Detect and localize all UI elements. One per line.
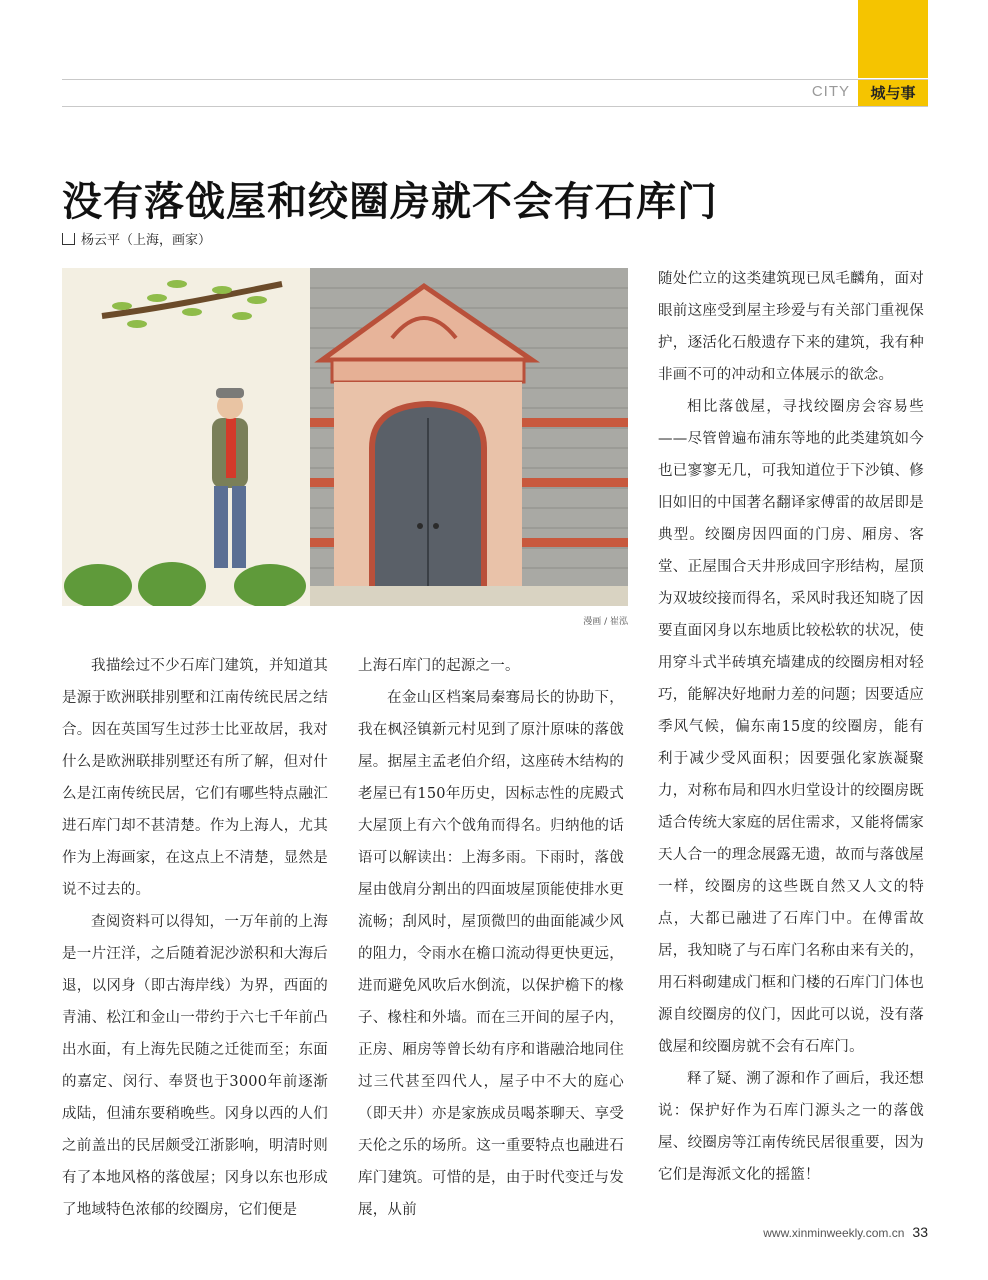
pen-icon xyxy=(62,233,75,245)
section-label-en: CITY xyxy=(811,83,850,100)
paragraph: 随处伫立的这类建筑现已凤毛麟角，面对眼前这座受到屋主珍爱与有关部门重视保护，逐活化石般遗存下来的建筑，我有种非画不可的冲动和立体展示的欲念。 xyxy=(658,271,924,383)
page-footer xyxy=(740,1224,928,1240)
corner-color-tab xyxy=(858,0,928,78)
paragraph: 上海石库门的起源之一。 xyxy=(358,658,520,674)
paragraph: 我描绘过不少石库门建筑，并知道其是源于欧洲联排别墅和江南传统民居之结合。因在英国写生过莎士比亚故居，我对什么是欧洲联排别墅还有所了解，但对什么是江南传统民居，它们有哪些特点融汇进石库门却不甚清楚。作为上海人，尤其作为上海画家，在这点上不清楚，显然是说不过去的。 xyxy=(62,658,328,898)
website-url[interactable]: www.xinminweekly.com.cn xyxy=(763,1226,905,1240)
article-title: 没有落戗屋和绞圈房就不会有石库门 xyxy=(62,179,718,225)
watercolor-gate-illustration xyxy=(62,268,628,606)
text-column-1 xyxy=(62,650,328,1226)
text-column-2 xyxy=(358,650,624,1226)
paragraph: 相比落戗屋，寻找绞圈房会容易些——尽管曾遍布浦东等地的此类建筑如今也已寥寥无几，可我知道位于下沙镇、修旧如旧的中国著名翻译家傅雷的故居即是典型。绞圈房因四面的门房、厢房、客堂、正屋围合天井形成回字形结构，屋顶为双坡绞接而得名，采风时我还知晓了因要直面冈身以东地质比较松软的状况，使用穿斗式半砖填充墙建成的绞圈房相对轻巧，能解决好地耐力差的问题；因要适应季风气候，偏东南15度的绞圈房，能有利于减少受风面积；因要强化家族凝聚力，对称布局和四水归堂设计的绞圈房既适合传统大家庭的居住需求，又能将儒家天人合一的理念展露无遗，故而与落戗屋一样，绞圈房的这些既自然又人文的特点，大都已融进了石库门中。在傅雷故居，我知晓了与石库门名称由来有关的，用石料砌建成门框和门楼的石库门门体也源自绞圈房的仪门，因此可以说，没有落戗屋和绞圈房就不会有石库门。 xyxy=(658,399,924,1055)
paragraph: 在金山区档案局秦骞局长的协助下，我在枫泾镇新元村见到了原汁原味的落戗屋。据屋主孟老伯介绍，这座砖木结构的老屋已有150年历史，因标志性的庑殿式大屋顶上有六个戗角而得名。归纳他的话语可以解读出：上海多雨。下雨时，落戗屋由戗肩分割出的四面坡屋顶能使排水更流畅；刮风时，屋顶微凹的曲面能减少风的阻力，令雨水在檐口流动得更快更远，进而避免风吹后水倒流，以保护檐下的椽子、椽柱和外墙。而在三开间的屋子内，正房、厢房等曾长幼有序和谐融洽地同住过三代甚至四代人，屋子中不大的庭心（即天井）亦是家族成员喝茶聊天、享受天伦之乐的场所。这一重要特点也融进石库门建筑。可惜的是，由于时代变迁与发展，从前 xyxy=(358,690,624,1218)
author-byline xyxy=(62,229,211,248)
text-column-3 xyxy=(658,263,924,1191)
paragraph: 查阅资料可以得知，一万年前的上海是一片汪洋，之后随着泥沙淤积和大海后退，以冈身（即古海岸线）为界，西面的青浦、松江和金山一带约于六七千年前凸出水面，有上海先民随之迁徙而至；东面的嘉定、闵行、奉贤也于3000年前逐渐成陆，但浦东要稍晚些。冈身以西的人们之前盖出的民居颇受江浙影响，明清时则有了本地风格的落戗屋；冈身以东也形成了地域特色浓郁的绞圈房，它们便是 xyxy=(62,914,328,1218)
header-rule-lower xyxy=(62,106,928,107)
paragraph: 释了疑、溯了源和作了画后，我还想说：保护好作为石库门源头之一的落戗屋、绞圈房等江南传统民居很重要，因为它们是海派文化的摇篮！ xyxy=(658,1071,924,1183)
section-header xyxy=(62,80,928,106)
illustration-caption: 漫画 / 崔泓 xyxy=(583,617,628,627)
author-name: 杨云平（上海，画家） xyxy=(81,233,212,248)
article-illustration xyxy=(62,268,628,606)
section-label-zh: 城与事 xyxy=(858,80,928,106)
page-number: 33 xyxy=(912,1224,928,1240)
